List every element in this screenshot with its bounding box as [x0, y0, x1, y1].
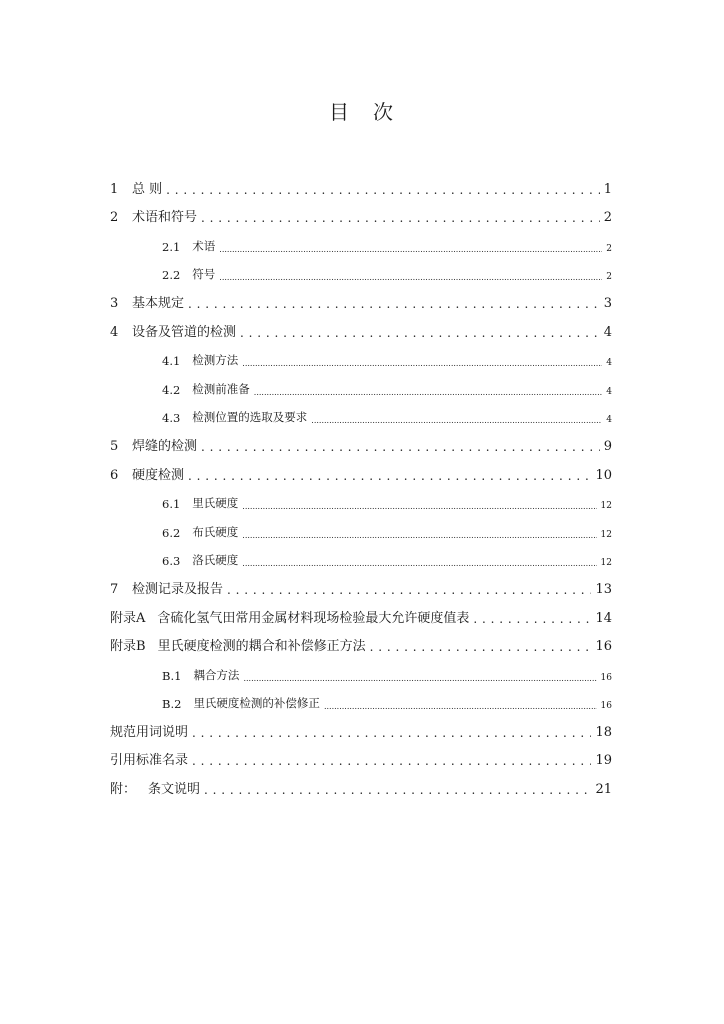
- toc-entry-label: 总 则: [132, 181, 163, 197]
- toc-entry[interactable]: [110, 197, 612, 226]
- toc-entry-page-number: 18: [595, 724, 612, 740]
- toc-entry-number: 4.3: [162, 411, 181, 426]
- table-of-contents: [110, 168, 612, 797]
- toc-dot-leader: [204, 784, 591, 797]
- toc-entry-label: 引用标准名录: [110, 753, 189, 769]
- toc-entry[interactable]: [110, 511, 612, 540]
- toc-entry[interactable]: [110, 397, 612, 426]
- toc-dot-leader: [243, 671, 596, 683]
- toc-entry-number: 4.2: [162, 382, 181, 397]
- toc-entry[interactable]: [110, 483, 612, 512]
- toc-entry[interactable]: [110, 540, 612, 569]
- toc-entry-number: 附：: [110, 782, 137, 798]
- toc-dot-leader: [219, 242, 602, 254]
- toc-entry-label: 检测位置的选取及要求: [192, 410, 308, 425]
- toc-entry-label: 洛氏硬度: [192, 553, 239, 568]
- toc-entry-number: 附录B: [110, 639, 146, 655]
- toc-entry[interactable]: [110, 425, 612, 454]
- toc-entry-page-number: 1: [603, 181, 612, 197]
- toc-entry[interactable]: [110, 368, 612, 397]
- toc-entry-page-number: 13: [595, 581, 612, 597]
- toc-entry-page-number: 9: [603, 438, 612, 454]
- toc-dot-leader: [188, 470, 591, 483]
- toc-entry-number: 4.1: [162, 354, 181, 369]
- toc-entry[interactable]: [110, 225, 612, 254]
- toc-entry-page-number: 2: [603, 210, 612, 226]
- toc-entry-page-number: 16: [595, 639, 612, 655]
- toc-entry-page-number: 10: [595, 467, 612, 483]
- toc-entry-page-number: 19: [595, 753, 612, 769]
- toc-dot-leader: [166, 184, 600, 197]
- toc-entry-page-number: 16: [600, 672, 612, 683]
- toc-entry-label: 硬度检测: [132, 467, 185, 483]
- toc-entry-label: 规范用词说明: [110, 724, 189, 740]
- toc-entry-number: 6.3: [162, 554, 181, 569]
- toc-entry[interactable]: [110, 711, 612, 740]
- toc-dot-leader: [242, 357, 602, 369]
- toc-entry-label: 里氏硬度检测的耦合和补偿修正方法: [157, 639, 366, 655]
- toc-dot-leader: [242, 528, 596, 540]
- toc-entry-page-number: 4: [606, 386, 612, 397]
- toc-dot-leader: [370, 641, 592, 654]
- toc-entry-page-number: 2: [606, 272, 612, 283]
- toc-entry-page-number: 16: [600, 701, 612, 712]
- toc-entry-label: 里氏硬度: [192, 496, 239, 511]
- toc-dot-leader: [227, 584, 591, 597]
- toc-entry-number: 2.2: [162, 268, 181, 283]
- toc-entry-number: 7: [110, 581, 119, 597]
- toc-dot-leader: [473, 613, 591, 626]
- toc-entry-label: 耦合方法: [193, 667, 240, 682]
- toc-entry-label: 检测前准备: [192, 381, 250, 396]
- toc-dot-leader: [240, 327, 600, 340]
- toc-entry[interactable]: [110, 654, 612, 683]
- toc-dot-leader: [219, 271, 602, 283]
- toc-dot-leader: [192, 755, 591, 768]
- toc-entry[interactable]: [110, 768, 612, 797]
- toc-entry[interactable]: [110, 311, 612, 340]
- toc-entry-label: 基本规定: [132, 295, 185, 311]
- toc-dot-leader: [188, 298, 600, 311]
- toc-entry[interactable]: [110, 254, 612, 283]
- toc-entry-number: 6.2: [162, 525, 181, 540]
- toc-entry-label: 设备及管道的检测: [132, 324, 237, 340]
- toc-entry[interactable]: [110, 568, 612, 597]
- toc-entry-label: 布氏硬度: [192, 524, 239, 539]
- toc-entry-label: 里氏硬度检测的补偿修正: [193, 696, 320, 711]
- toc-entry-number: 1: [110, 181, 119, 197]
- toc-entry-label: 检测方法: [192, 353, 239, 368]
- toc-entry-label: 术语: [192, 238, 216, 253]
- toc-entry-label: 条文说明: [148, 782, 201, 798]
- toc-entry-label: 术语和符号: [132, 210, 198, 226]
- toc-dot-leader: [254, 385, 602, 397]
- toc-dot-leader: [201, 441, 600, 454]
- toc-entry[interactable]: [110, 626, 612, 655]
- toc-entry-number: 2: [110, 210, 119, 226]
- toc-entry-number: B.2: [162, 697, 182, 712]
- toc-entry-label: 焊缝的检测: [132, 438, 198, 454]
- toc-entry[interactable]: [110, 454, 612, 483]
- toc-entry-page-number: 14: [595, 610, 612, 626]
- toc-entry[interactable]: [110, 168, 612, 197]
- toc-entry-label: 检测记录及报告: [132, 581, 224, 597]
- toc-entry-page-number: 12: [600, 558, 612, 569]
- toc-entry-label: 符号: [192, 267, 216, 282]
- toc-dot-leader: [242, 557, 596, 569]
- toc-dot-leader: [201, 212, 600, 225]
- page-title: 目 次: [329, 100, 395, 124]
- toc-entry-label: 含硫化氢气田常用金属材料现场检验最大允许硬度值表: [157, 610, 470, 626]
- toc-entry[interactable]: [110, 340, 612, 369]
- toc-entry-page-number: 3: [603, 295, 612, 311]
- toc-dot-leader: [324, 700, 597, 712]
- toc-dot-leader: [192, 727, 591, 740]
- toc-entry[interactable]: [110, 282, 612, 311]
- toc-entry-page-number: 4: [606, 358, 612, 369]
- toc-entry-page-number: 4: [603, 324, 612, 340]
- toc-entry-page-number: 12: [600, 501, 612, 512]
- toc-entry-number: 6: [110, 467, 119, 483]
- toc-entry-page-number: 21: [595, 782, 612, 798]
- toc-entry[interactable]: [110, 740, 612, 769]
- toc-entry-number: 4: [110, 324, 119, 340]
- toc-entry-number: B.1: [162, 668, 182, 683]
- toc-entry-page-number: 12: [600, 529, 612, 540]
- toc-entry-number: 附录A: [110, 610, 146, 626]
- toc-dot-leader: [311, 414, 602, 426]
- toc-entry-page-number: 2: [606, 243, 612, 254]
- toc-dot-leader: [242, 500, 596, 512]
- toc-entry[interactable]: [110, 683, 612, 712]
- toc-entry-number: 6.1: [162, 497, 181, 512]
- toc-entry-page-number: 4: [606, 415, 612, 426]
- toc-entry-number: 2.1: [162, 239, 181, 254]
- toc-entry-number: 5: [110, 438, 119, 454]
- toc-entry[interactable]: [110, 597, 612, 626]
- toc-entry-number: 3: [110, 295, 119, 311]
